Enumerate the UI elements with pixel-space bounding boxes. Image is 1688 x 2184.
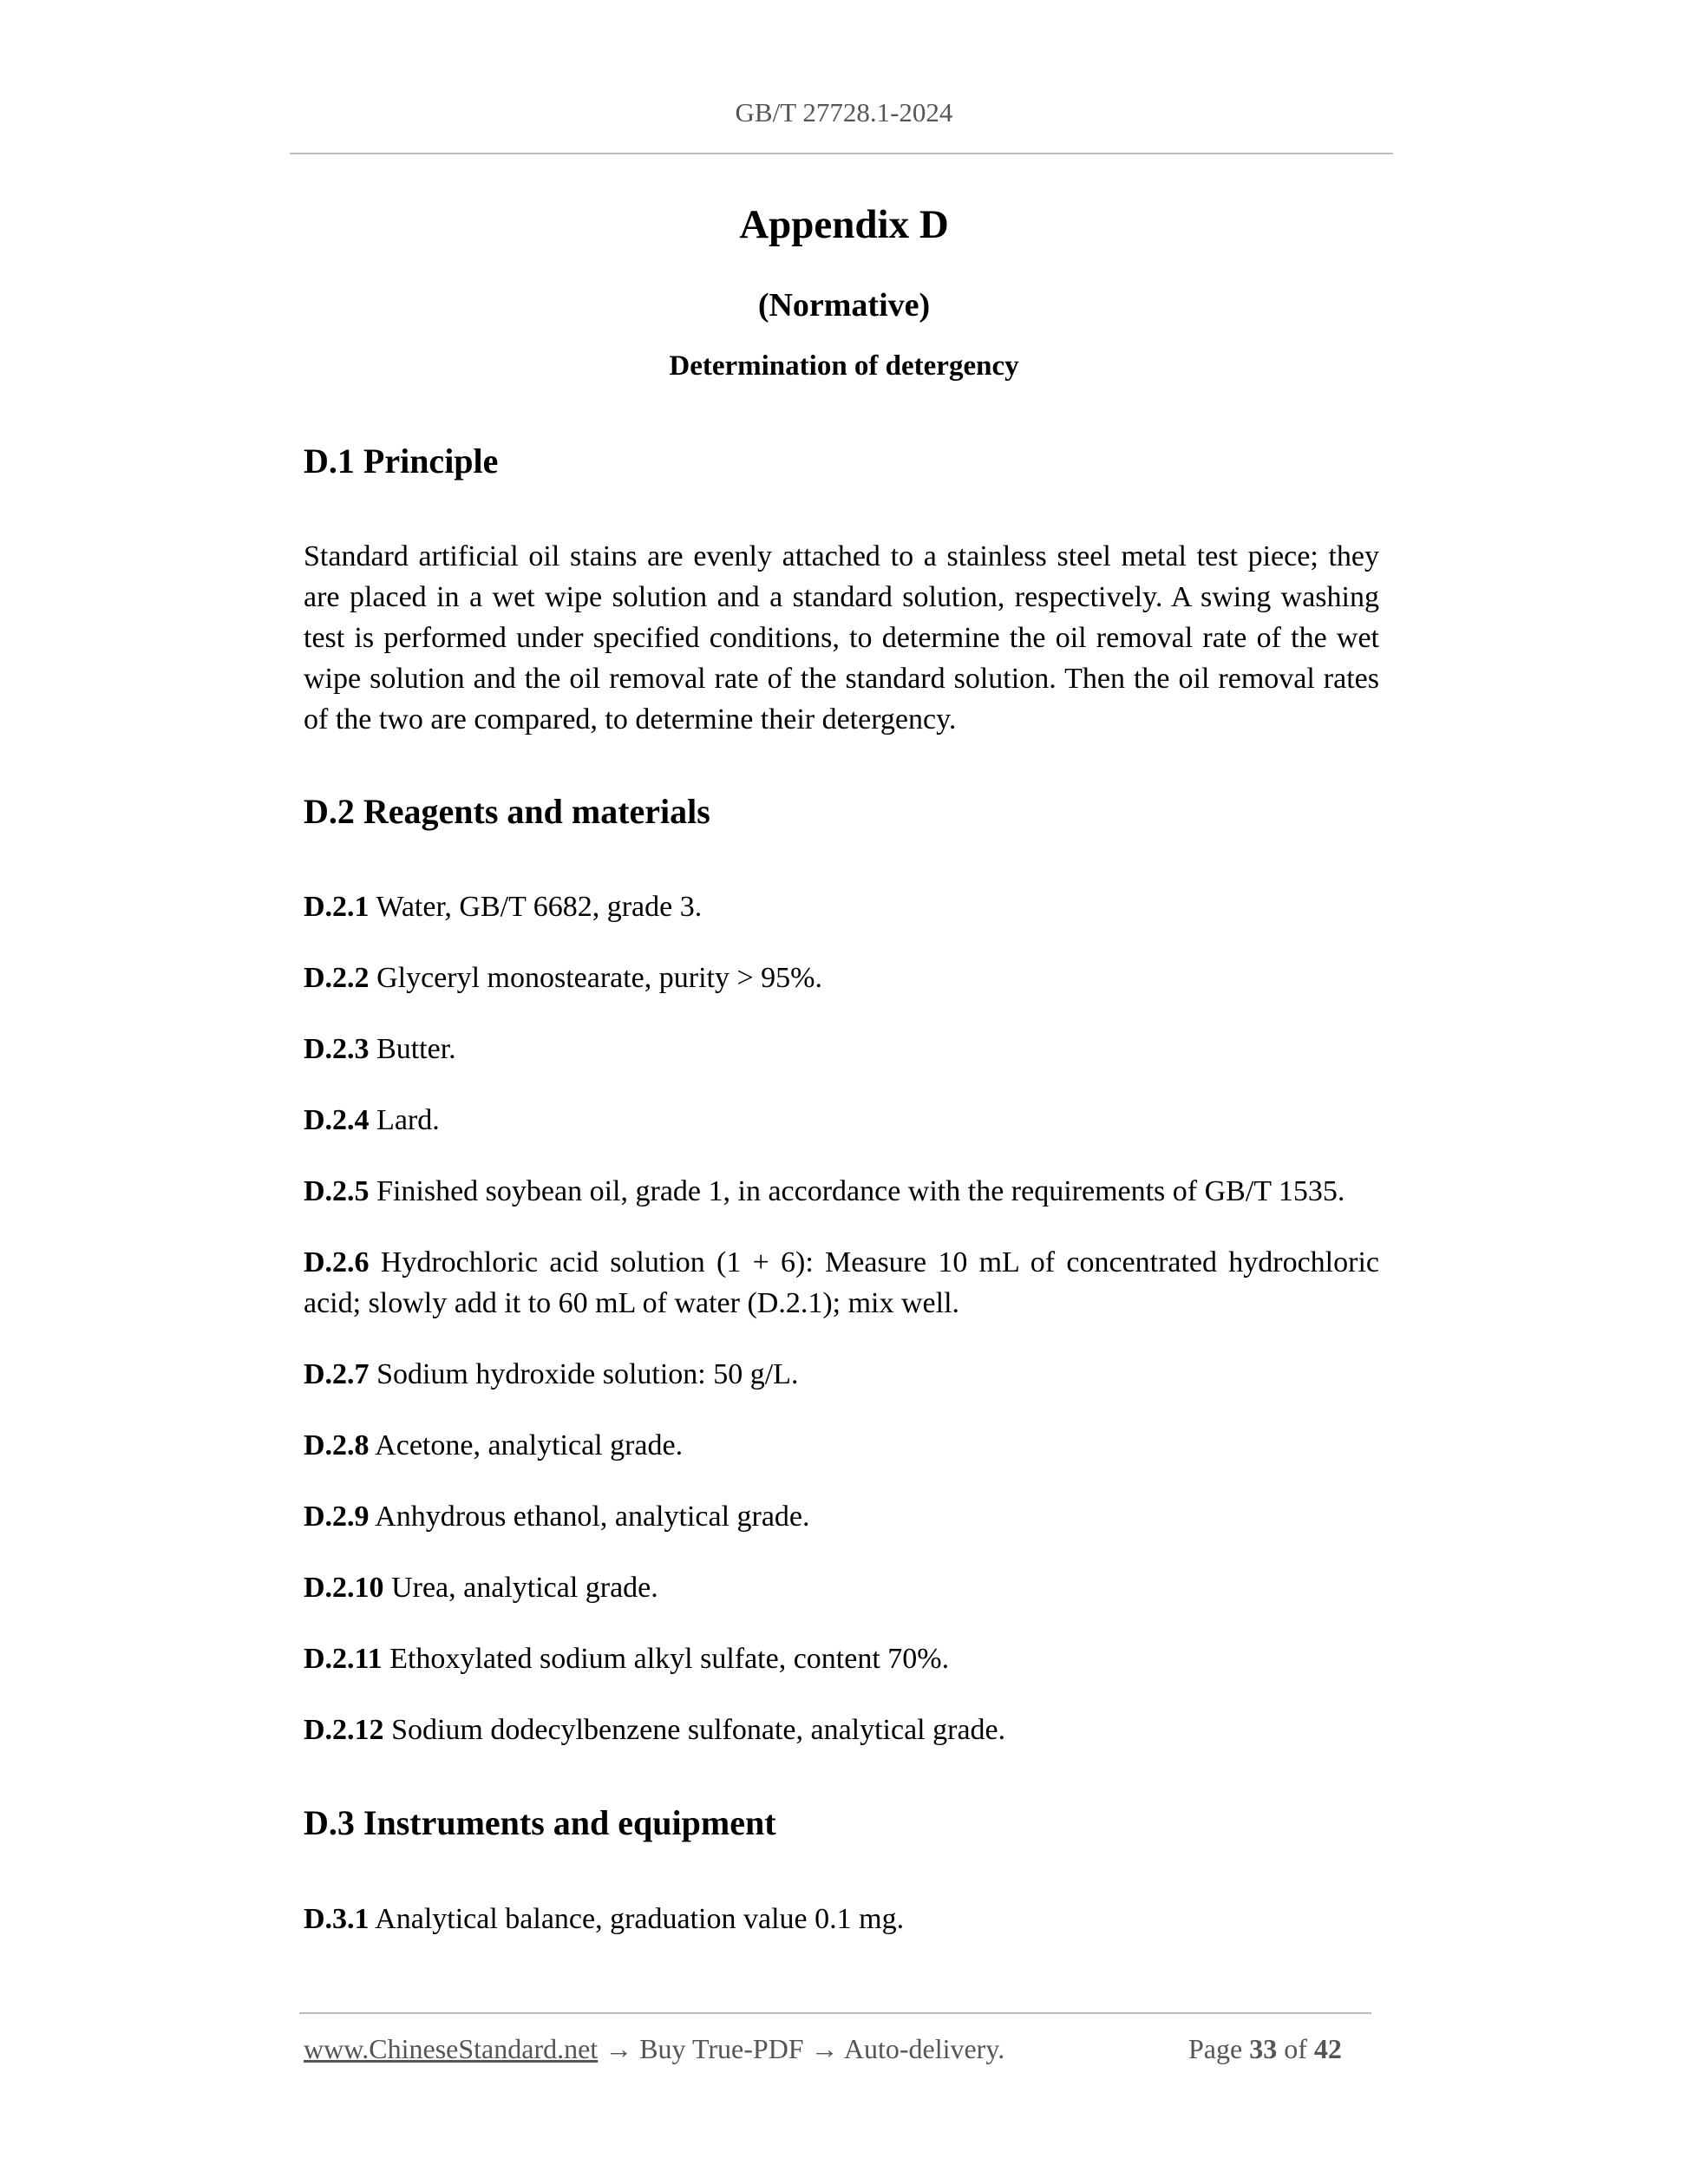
section-heading-instruments: D.3 Instruments and equipment [304, 1803, 776, 1842]
item-text: Finished soybean oil, grade 1, in accordance with the requirements of GB/T 1535. [369, 1175, 1345, 1207]
reagent-item [304, 1354, 1379, 1395]
item-text: Water, GB/T 6682, grade 3. [369, 891, 703, 923]
item-text: Anhydrous ethanol, analytical grade. [369, 1501, 810, 1533]
item-text: Hydrochloric acid solution (1 + 6): Measure 10 mL of concentrated hydrochloric acid; slowly add it to 60 mL of water (D.2.1); mix well. [304, 1246, 1379, 1319]
item-text: Acetone, analytical grade. [369, 1429, 684, 1461]
item-number: D.2.3 [304, 1033, 370, 1065]
page-label: Page [1188, 2033, 1250, 2064]
item-text: Analytical balance, graduation value 0.1 mg. [369, 1903, 905, 1935]
item-number: D.2.6 [304, 1246, 370, 1278]
item-text: Lard. [369, 1104, 440, 1136]
item-number: D.2.5 [304, 1175, 370, 1207]
reagent-item [304, 1710, 1379, 1750]
reagent-item [304, 886, 1379, 927]
document-header-id: GB/T 27728.1-2024 [735, 97, 953, 128]
item-text: Sodium dodecylbenzene sulfonate, analytical grade. [383, 1714, 1006, 1746]
item-number: D.2.2 [304, 962, 370, 994]
auto-delivery-text: Auto-delivery. [843, 2033, 1005, 2064]
reagent-item [304, 1242, 1379, 1324]
website-link[interactable]: www.ChineseStandard.net [304, 2033, 599, 2064]
reagent-item [304, 1100, 1379, 1141]
reagent-item [304, 1567, 1379, 1608]
appendix-subject: Determination of detergency [669, 350, 1019, 382]
reagent-item [304, 1638, 1379, 1679]
item-text: Urea, analytical grade. [383, 1572, 658, 1604]
header-divider [290, 153, 1393, 154]
arrow-icon: → [598, 2033, 640, 2064]
reagent-item [304, 1171, 1379, 1212]
item-number: D.2.4 [304, 1104, 370, 1136]
reagent-item [304, 1029, 1379, 1069]
current-page-number: 33 [1249, 2033, 1278, 2064]
arrow-icon: → [803, 2033, 844, 2064]
item-number: D.3.1 [304, 1903, 370, 1935]
total-page-number: 42 [1313, 2033, 1342, 2064]
item-text: Sodium hydroxide solution: 50 g/L. [369, 1358, 799, 1390]
item-number: D.2.10 [304, 1572, 384, 1604]
item-number: D.2.12 [304, 1714, 384, 1746]
reagent-item [304, 1425, 1379, 1466]
appendix-title: Appendix D [739, 202, 949, 247]
item-number: D.2.1 [304, 891, 370, 923]
item-number: D.2.7 [304, 1358, 370, 1390]
page-indicator [1188, 2033, 1342, 2065]
footer-links [304, 2033, 1004, 2065]
appendix-type: (Normative) [757, 287, 931, 324]
footer-divider [299, 2012, 1371, 2014]
principle-paragraph: Standard artificial oil stains are evenly attached to a stainless steel metal test piece; they are placed in a wet wipe solution and a standard solution, respectively. A swing washing test is performed under specified conditions, to determine the oil removal rate of the wet wipe solution and the oil removal rate of the standard solution. Then the oil removal rates of the two are compared, to determine their detergency. [304, 540, 1379, 736]
section-heading-reagents: D.2 Reagents and materials [304, 792, 710, 831]
item-text: Glyceryl monostearate, purity > 95%. [369, 962, 822, 994]
of-label: of [1277, 2033, 1314, 2064]
item-number: D.2.11 [304, 1643, 383, 1675]
reagent-item [304, 1496, 1379, 1537]
section-heading-principle: D.1 Principle [304, 441, 499, 481]
item-number: D.2.8 [304, 1429, 370, 1461]
buy-pdf-text: Buy True-PDF [639, 2033, 804, 2064]
instrument-item [304, 1899, 1379, 1939]
item-text: Butter. [369, 1033, 456, 1065]
item-number: D.2.9 [304, 1501, 370, 1533]
reagent-item [304, 958, 1379, 998]
item-text: Ethoxylated sodium alkyl sulfate, content 70%. [382, 1643, 950, 1675]
